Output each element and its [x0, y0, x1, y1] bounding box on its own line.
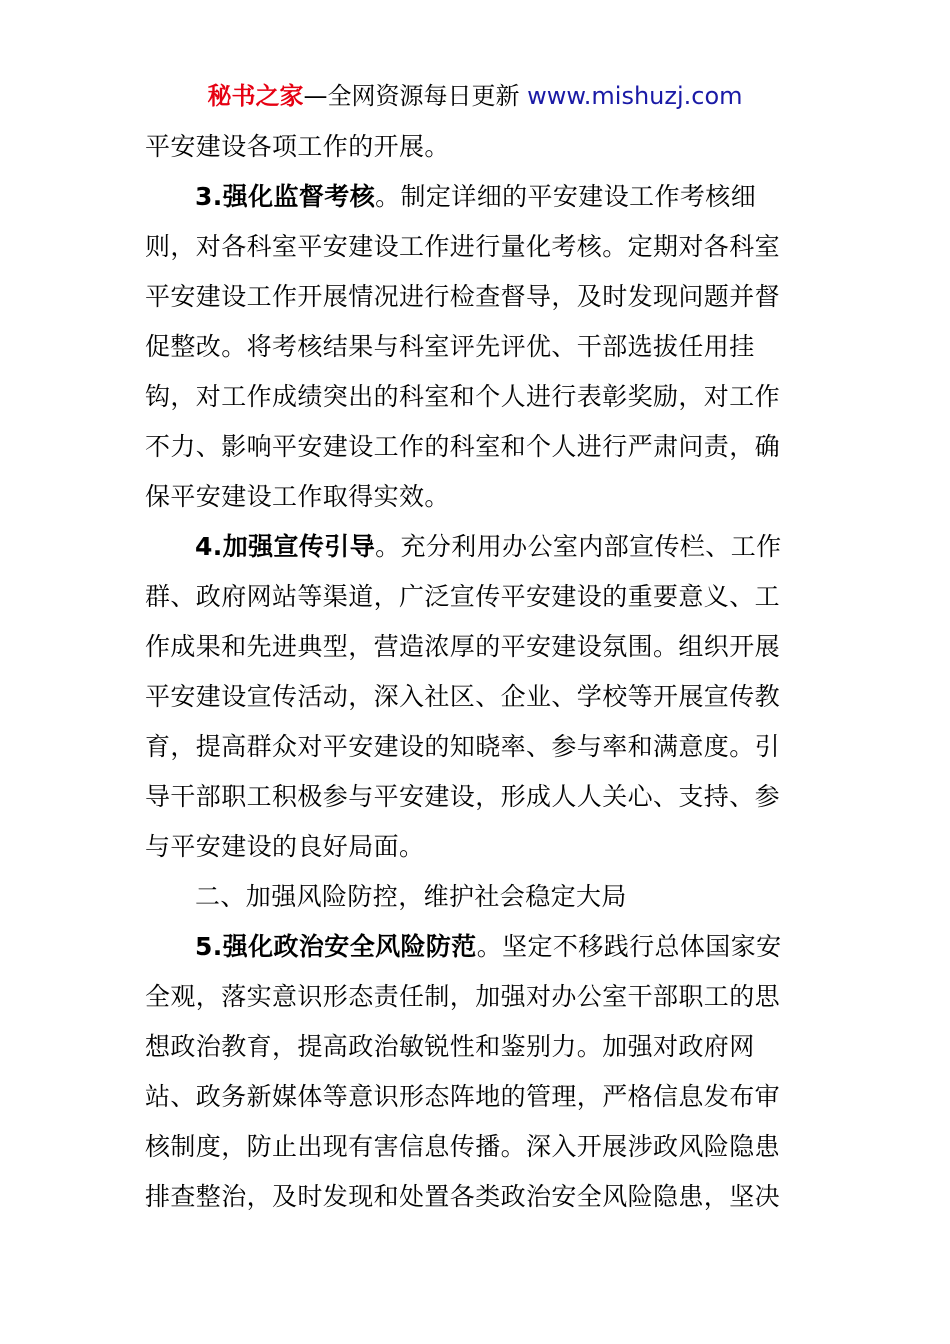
text-line: 全观，落实意识形态责任制，加强对办公室干部职工的思 [145, 982, 781, 1011]
text-line: 钩，对工作成绩突出的科室和个人进行表彰奖励，对工作 [145, 382, 781, 411]
text-line: 平安建设工作开展情况进行检查督导，及时发现问题并督 [145, 282, 781, 311]
text-line: 站、政务新媒体等意识形态阵地的管理，严格信息发布审 [145, 1082, 781, 1111]
chapter-heading: 二、加强风险防控，维护社会稳定大局 [195, 882, 627, 911]
text-line: 则，对各科室平安建设工作进行量化考核。定期对各科室 [145, 232, 781, 261]
text-line: 导干部职工积极参与平安建设，形成人人关心、支持、参 [145, 782, 781, 811]
document-body [145, 122, 809, 1222]
paragraph-heading-5: 5.强化政治安全风险防范。坚定不移践行总体国家安 [195, 932, 782, 961]
site-url-link[interactable]: www.mishuzj.com [527, 82, 743, 110]
text-line: 想政治教育，提高政治敏锐性和鉴别力。加强对政府网 [145, 1032, 755, 1061]
text-line: 保平安建设工作取得实效。 [145, 482, 450, 511]
text-line: 促整改。将考核结果与科室评先评优、干部选拔任用挂 [145, 332, 755, 361]
site-tagline: —全网资源每日更新 [303, 82, 520, 110]
site-brand: 秘书之家 [207, 82, 304, 110]
text-line: 排查整治，及时发现和处置各类政治安全风险隐患，坚决 [145, 1182, 781, 1211]
section-title: 5.强化政治安全风险防范 [195, 932, 477, 961]
section-title: 3.强化监督考核 [195, 182, 376, 211]
site-header [0, 80, 950, 112]
paragraph-heading-4: 4.加强宣传引导。充分利用办公室内部宣传栏、工作 [195, 532, 782, 561]
text-line: 核制度，防止出现有害信息传播。深入开展涉政风险隐患 [145, 1132, 781, 1161]
section-title: 4.加强宣传引导 [195, 532, 376, 561]
text-line: 作成果和先进典型，营造浓厚的平安建设氛围。组织开展 [145, 632, 781, 661]
text-line: 平安建设宣传活动，深入社区、企业、学校等开展宣传教 [145, 682, 781, 711]
text-line: 育，提高群众对平安建设的知晓率、参与率和满意度。引 [145, 732, 781, 761]
text-line: 群、政府网站等渠道，广泛宣传平安建设的重要意义、工 [145, 582, 781, 611]
text-line: 与平安建设的良好局面。 [145, 832, 425, 861]
text-line: 不力、影响平安建设工作的科室和个人进行严肃问责，确 [145, 432, 781, 461]
text-line: 平安建设各项工作的开展。 [145, 132, 450, 161]
paragraph-heading-3: 3.强化监督考核。制定详细的平安建设工作考核细 [195, 182, 757, 211]
